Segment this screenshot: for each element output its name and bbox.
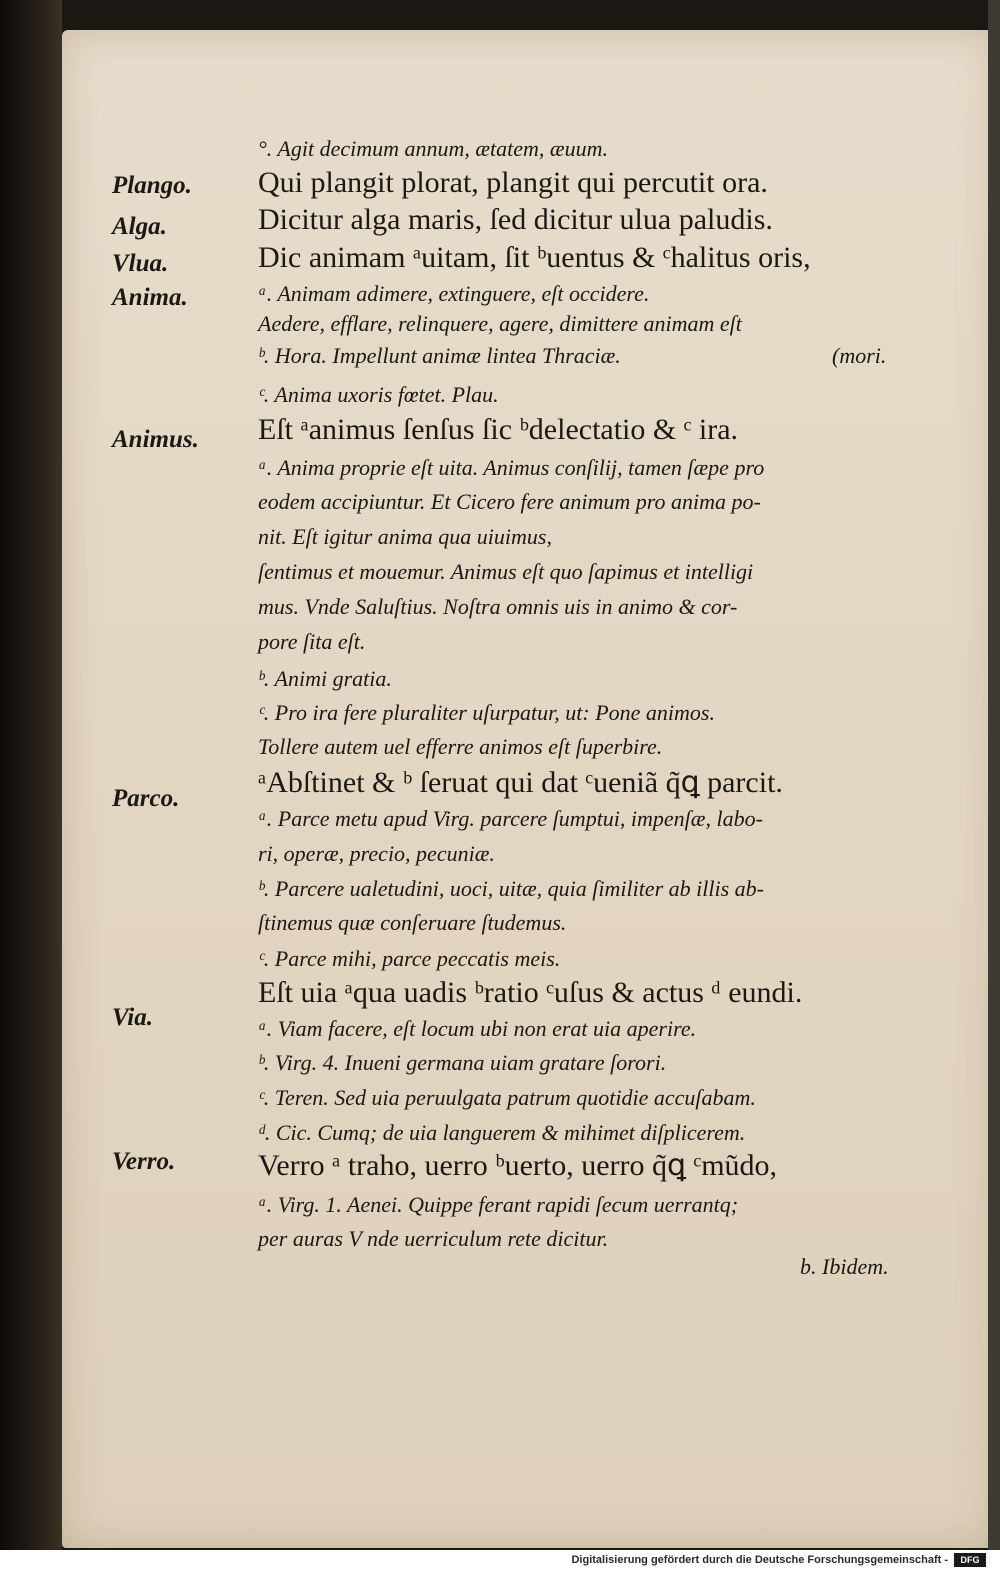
text-line: Eſt ᵃanimus ſenſus ſic ᵇdelectatio & ᶜ ira. xyxy=(258,413,739,446)
text-line: ᵃ. Viam facere, eſt locum ubi non erat uia aperire. xyxy=(258,1016,697,1041)
text-line: ᵃ. Virg. 1. Aenei. Quippe ferant rapidi ſecum uerrantq; xyxy=(258,1192,739,1217)
text-line: ſtinemus quæ conſeruare ſtudemus. xyxy=(258,910,567,935)
text-line: ᵃ. Parce metu apud Virg. parcere ſumptui, impenſæ, labo- xyxy=(258,806,763,831)
text-line: Dic animam ᵃuitam, ſit ᵇuentus & ᶜhalitus oris, xyxy=(258,241,811,274)
text-line: eodem accipiuntur. Et Cicero fere animum pro anima po- xyxy=(258,489,761,514)
text-line: ᶜ. Teren. Sed uia peruulgata patrum quotidie accuſabam. xyxy=(258,1085,756,1110)
page-edge xyxy=(988,0,1000,1594)
text-line: Eſt uia ᵃqua uadis ᵇratio ᶜuſus & actus ᵈ eundi. xyxy=(258,976,803,1009)
margin-word: Vlua. xyxy=(112,250,169,277)
text-line: ſentimus et mouemur. Animus eſt quo ſapimus et intelligi xyxy=(258,559,754,584)
footer-credit: Digitalisierung gefördert durch die Deutsche Forschungsgemeinschaft - xyxy=(571,1554,948,1566)
text-line: ᵃ. Anima proprie eſt uita. Animus conſilij, tamen ſæpe pro xyxy=(258,455,765,480)
text-line: Tollere autem uel efferre animos eſt ſuperbire. xyxy=(258,734,663,759)
text-line: Verro ᵃ traho, uerro ᵇuerto, uerro q̃ꝗ ᶜmũdo, xyxy=(258,1149,778,1182)
text-line: ᶜ. Anima uxoris fœtet. Plau. xyxy=(258,382,499,407)
text-line: Dicitur alga maris, ſed dicitur ulua paludis. xyxy=(258,203,773,236)
text-line: ᶜ. Pro ira fere pluraliter uſurpatur, ut: Pone animos. xyxy=(258,700,715,725)
text-line: per auras V nde uerriculum rete dicitur. xyxy=(258,1226,609,1251)
text-line: ᵇ. Hora. Impellunt animæ lintea Thraciæ. xyxy=(258,343,621,368)
text-line: ᶜ. Parce mihi, parce peccatis meis. xyxy=(258,946,561,971)
text-line: Aedere, efflare, relinquere, agere, dimittere animam eſt xyxy=(258,311,742,336)
margin-word: Anima. xyxy=(112,284,188,311)
text-line: nit. Eſt igitur anima qua uiuimus, xyxy=(258,524,552,549)
right-note: b. Ibidem. xyxy=(800,1254,889,1279)
text-line: Qui plangit plorat, plangit qui percutit ora. xyxy=(258,166,768,199)
text-line: ᵇ. Parcere ualetudini, uoci, uitæ, quia ſimiliter ab illis ab- xyxy=(258,876,764,901)
text-line: ᵈ. Cic. Cumq; de uia languerem & mihimet diſplicerem. xyxy=(258,1120,746,1145)
text-line: ri, operæ, precio, pecuniæ. xyxy=(258,841,495,866)
dfg-logo-icon: DFG xyxy=(954,1553,986,1567)
text-line: mus. Vnde Saluſtius. Noſtra omnis uis in animo & cor- xyxy=(258,594,738,619)
text-line: ᵇ. Animi gratia. xyxy=(258,666,392,691)
text-line: pore ſita eſt. xyxy=(258,629,366,654)
margin-word: Verro. xyxy=(112,1148,176,1175)
margin-word: Alga. xyxy=(112,213,167,240)
text-line: °. Agit decimum annum, ætatem, æuum. xyxy=(258,136,608,161)
margin-word: Plango. xyxy=(112,172,192,199)
text-line: ᵃ. Animam adimere, extinguere, eſt occidere. xyxy=(258,281,650,306)
margin-word: Parco. xyxy=(112,785,180,812)
margin-word: Animus. xyxy=(112,426,199,453)
text-line: ᵇ. Virg. 4. Inueni germana uiam gratare ſorori. xyxy=(258,1050,667,1075)
book-spine xyxy=(0,0,62,1594)
text-line: ᵃAbſtinet & ᵇ ſeruat qui dat ᶜueniã q̃ꝗ parcit. xyxy=(258,766,783,799)
margin-word: Via. xyxy=(112,1004,153,1031)
right-note: (mori. xyxy=(832,343,887,368)
